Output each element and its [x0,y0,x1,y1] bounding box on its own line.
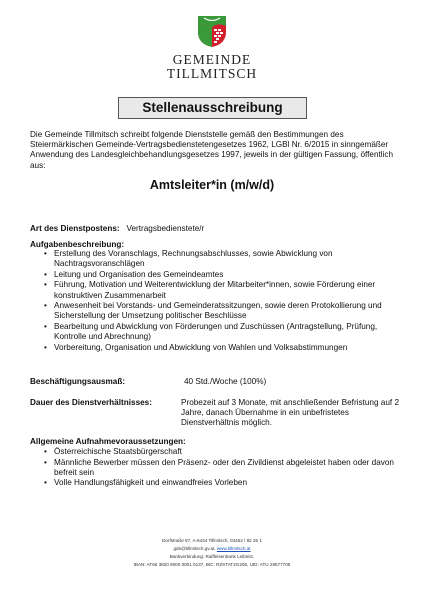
footer-address: Dorfstraße 87, A-8434 Tillmitsch, 03452 / 82 26 1 [162,538,262,543]
employment-value: 40 Std./Woche (100%) [184,377,267,386]
list-item: • Vorbereitung, Organisation und Abwicklung von Wahlen und Volksabstimmungen [44,343,404,353]
tasks-list [44,249,404,353]
duration-label: Dauer des Dienstverhältnisses: [30,398,152,407]
requirements-list [44,447,404,489]
org-name-line2: TILLMITSCH [166,66,258,81]
footer-contact [0,545,424,553]
list-item: • Leitung und Organisation des Gemeindeamtes [44,270,404,280]
employment-label: Beschäftigungsausmaß: [30,377,126,386]
list-item: • Volle Handlungsfähigkeit und einwandfreies Vorleben [44,478,404,488]
duration-value: Probezeit auf 3 Monate, mit anschließender Befristung auf 2 Jahre, danach Übernahme in ein unbefristetes Dienstverhältnis möglich. [181,398,400,428]
document-title: Stellenausschreibung [118,97,307,119]
requirements-heading: Allgemeine Aufnahmevoraussetzungen: [30,437,186,446]
coat-of-arms-icon [196,14,228,48]
art-label: Art des Dienstpostens: [30,224,120,233]
list-item: • Erstellung des Voranschlags, Rechnungsabschlusses, sowie Abwicklung von Nachtragsvoranschlägen [44,249,404,269]
list-item: • Anwesenheit bei Vorstands- und Gemeinderatssitzungen, sowie deren Protokollierung und Sicherstellung der Umsetzung politischer Beschlüsse [44,301,404,321]
list-item: • Bearbeitung und Abwicklung von Förderungen und Zuschüssen (Antragstellung, Prüfung, Kontrolle und Abrechnung) [44,322,404,342]
tasks-heading: Aufgabenbeschreibung: [30,240,125,249]
org-name-line1: GEMEINDE [172,52,252,67]
list-item: • Österreichische Staatsbürgerschaft [44,447,404,457]
position-title: Amtsleiter*in (m/w/d) [149,178,275,192]
footer-iban: IBAN: AT66 3820 6000 0001 0137, BIC: RZSTAT2G206, UID: ATU 28577705 [133,562,291,567]
footer-bank: Bankverbindung: Raiffeisenbank Leibnitz, [169,554,255,559]
list-item: • Männliche Bewerber müssen den Präsenz- oder den Zivildienst abgeleistet haben oder davon befreit sein [44,458,404,478]
footer-website-link[interactable]: www.tillmitsch.at [216,546,251,551]
art-value: Vertragsbedienstete/r [126,224,205,233]
footer-email[interactable]: gde@tillmitsch.gv.at, [173,546,216,551]
intro-paragraph: Die Gemeinde Tillmitsch schreibt folgende Dienststelle gemäß den Bestimmungen des Steiermärkischen Gemeinde-Vertragsbedienstetengesetzes 1962, LGBl Nr. 6/2015 in sinngemäßer Anwendung des Landesgleichbehandlungsgesetzes 1997, jeweils in der gültigen Fassung, öffentlich aus: [30,130,394,170]
list-item: • Führung, Motivation und Weiterentwicklung der Mitarbeiter*innen, sowie Förderung einer konstruktiven Zusammenarbeit [44,280,404,300]
employment-row [30,377,125,387]
art-row [30,224,204,234]
